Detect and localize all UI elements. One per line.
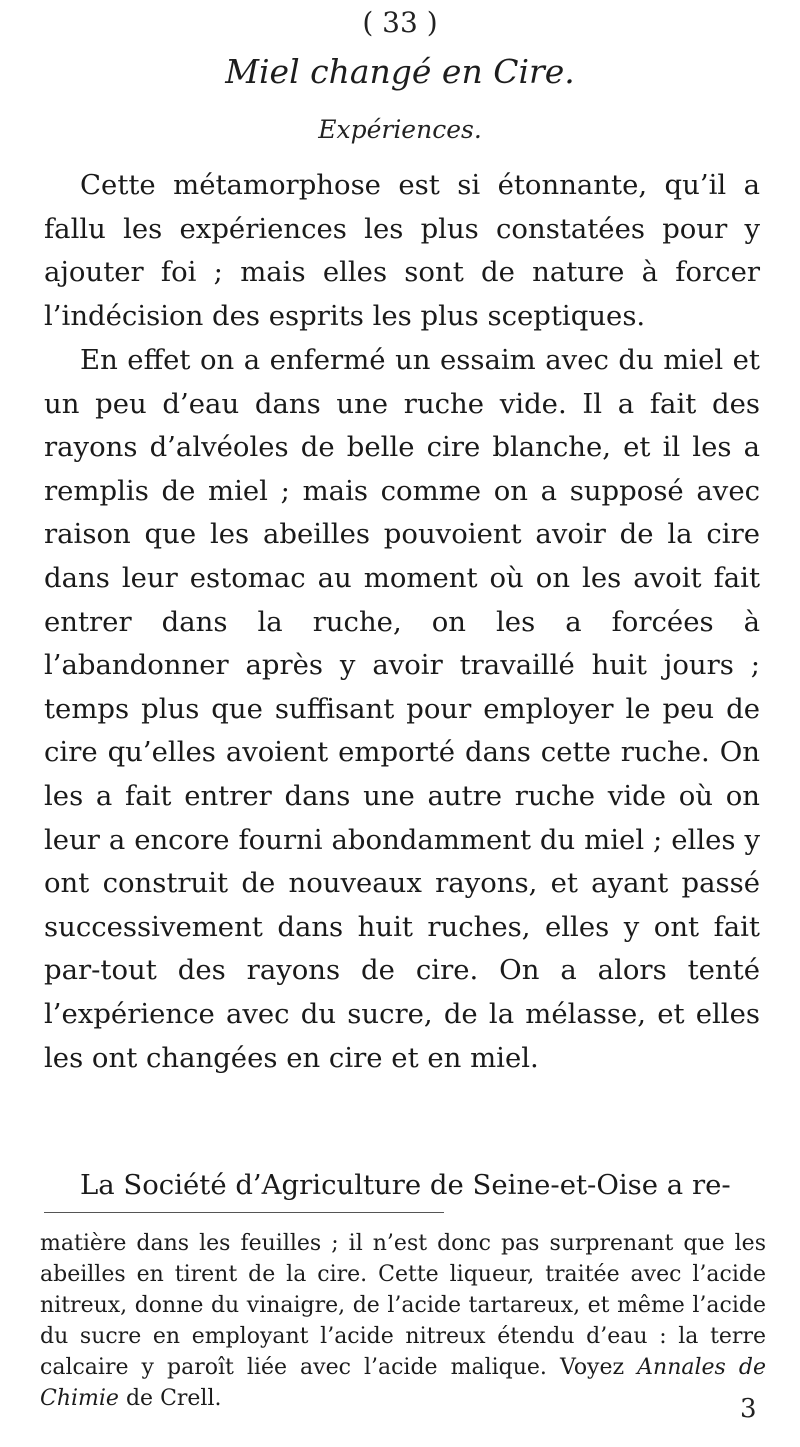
paragraph-1: Cette métamorphose est si étonnante, qu’il a fallu les expériences les plus constatées pour y ajouter foi ; mais elles sont de nature à forcer l’indécision des esprits les plus sceptiques. <box>44 169 760 332</box>
chapter-title: Miel changé en Cire. <box>225 52 575 91</box>
footnote-citation-tail: de Crell. <box>125 1386 222 1411</box>
paragraph-3: La Société d’Agriculture de Seine-et-Oise a re- <box>80 1169 731 1201</box>
section-subtitle: Expériences. <box>318 115 482 144</box>
signature-mark: 3 <box>740 1394 757 1424</box>
paragraph-2: En effet on a enfermé un essaim avec du miel et un peu d’eau dans une ruche vide. Il a fait des rayons d’alvéoles de belle cire blanche, et il les a remplis de miel ; mais comme on a supposé avec raison que les abeilles pouvoient avoir de la cire dans leur estomac au moment où on les avoit fait entrer dans la ruche, on les a forcées à l’abandonner après y avoir travaillé huit jours ; temps plus que suffisant pour employer le peu de cire qu’elles avoient emporté dans cette ruche. On les a fait entrer dans une autre ruche vide où on leur a encore fourni abondamment du miel ; elles y ont construit de nouveaux rayons, et ayant passé successivement dans huit ruches, elles y ont fait par-tout des rayons de cire. On a alors tenté l’expérience avec du sucre, de la mélasse, et elles les ont changées en cire et en miel. <box>44 344 760 1074</box>
footnote <box>40 1228 766 1414</box>
footnote-text: matière dans les feuilles ; il n’est donc pas surprenant que les abeilles en tirent de la cire. Cette liqueur, traitée avec l’acide nitreux, donne du vinaigre, de l’acide tartareux, et même l’acide du sucre en employant l’acide nitreux étendu d’eau : la terre calcaire y paroît liée avec l’acide malique. Voyez <box>40 1231 766 1380</box>
page-number: ( 33 ) <box>362 6 438 39</box>
footnote-citation: Annales de Chimie <box>40 1355 766 1411</box>
footnote-divider <box>44 1212 444 1213</box>
